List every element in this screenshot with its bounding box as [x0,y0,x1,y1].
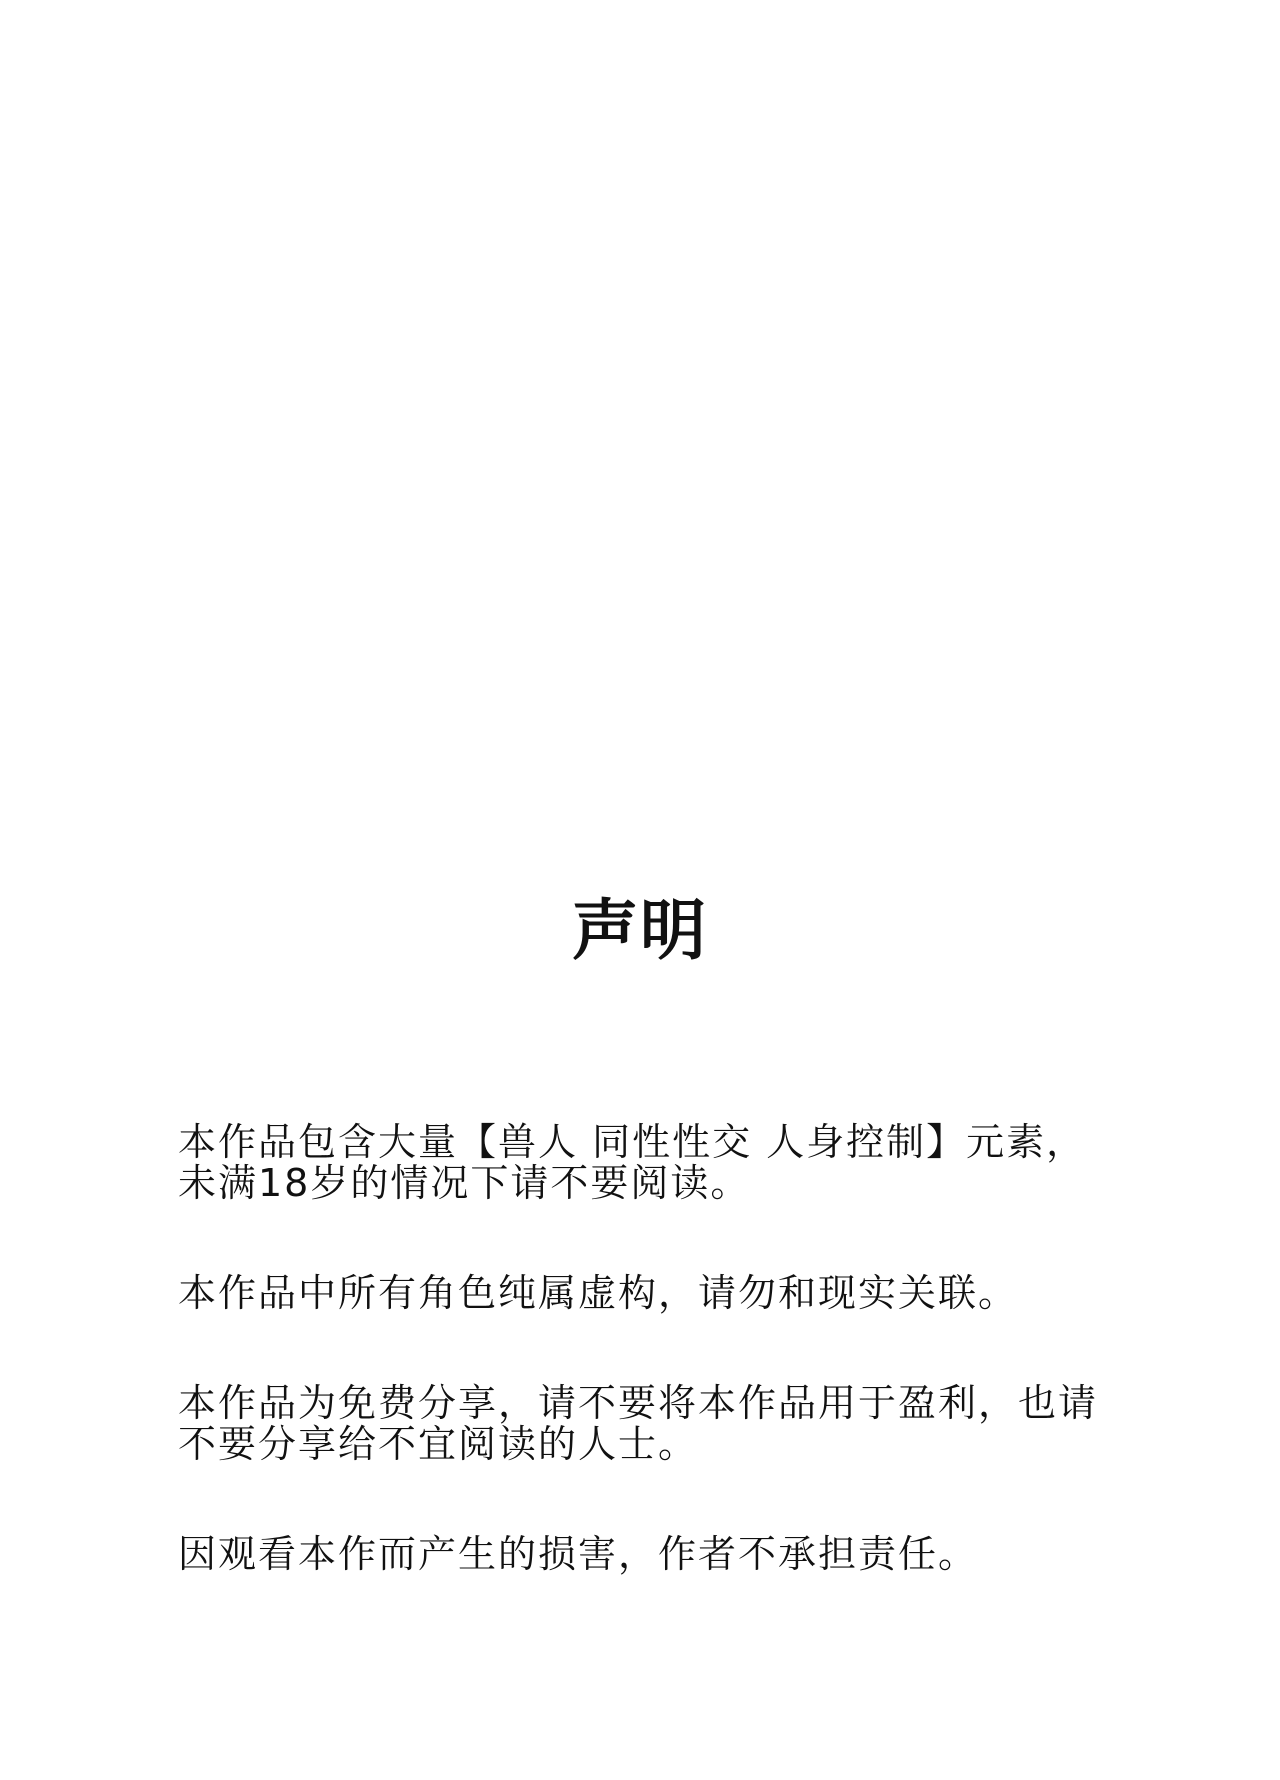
paragraph-line: 未满18岁的情况下请不要阅读。 [178,1161,751,1205]
fiction-notice-paragraph [178,1273,1128,1314]
page-title: 声明 [572,892,708,969]
paragraph-line: 本作品中所有角色纯属虚构，请勿和现实关联。 [178,1271,1019,1315]
paragraph-line: 不要分享给不宜阅读的人士。 [178,1422,699,1466]
paragraph-line: 因观看本作而产生的损害，作者不承担责任。 [178,1532,979,1576]
content-warning-paragraph [178,1122,1128,1204]
disclaimer-body [178,1122,1128,1644]
paragraph-line: 本作品包含大量【兽人 同性性交 人身控制】元素， [178,1120,1087,1164]
free-sharing-paragraph [178,1383,1128,1465]
liability-paragraph [178,1534,1128,1575]
paragraph-line: 本作品为免费分享，请不要将本作品用于盈利，也请 [178,1381,1099,1425]
